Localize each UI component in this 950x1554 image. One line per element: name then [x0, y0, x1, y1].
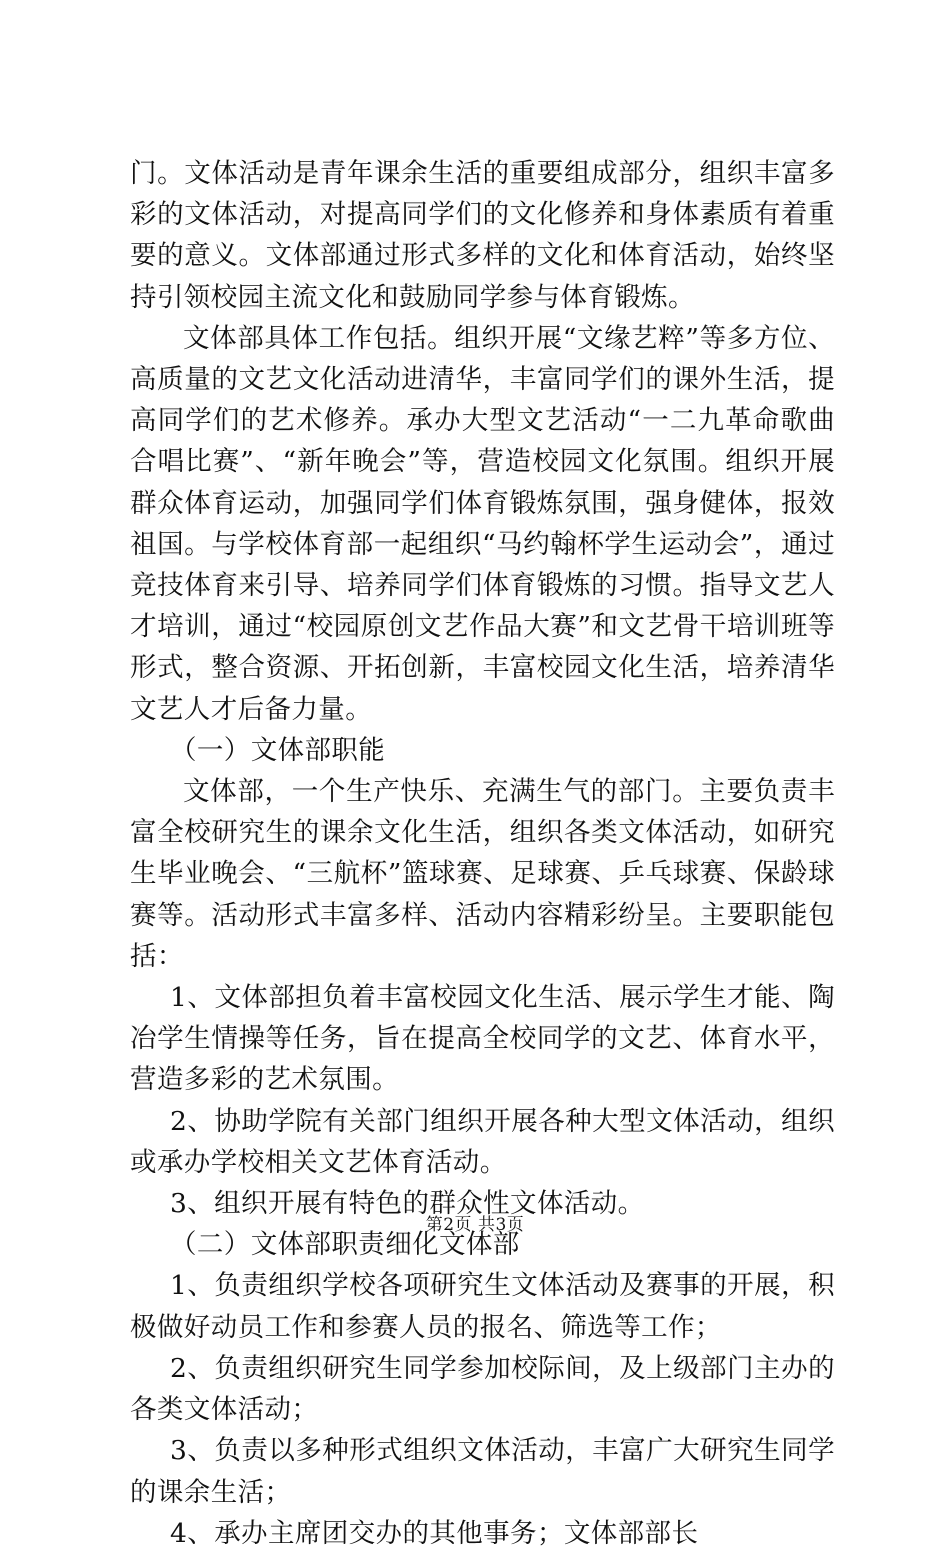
list-item-duty-1: 1、负责组织学校各项研究生文体活动及赛事的开展，积极做好动员工作和参赛人员的报名、筛选等工作； — [130, 1270, 835, 1343]
section-heading-functions: （一）文体部职能 — [170, 734, 386, 766]
list-item-function-1: 1、文体部担负着丰富校园文化生活、展示学生才能、陶冶学生情操等任务，旨在提高全校同学的文艺、体育水平，营造多彩的艺术氛围。 — [130, 982, 835, 1096]
paragraph-continuation: 门。文体活动是青年课余生活的重要组成部分，组织丰富多彩的文体活动，对提高同学们的文化修养和身体素质有着重要的意义。文体部通过形式多样的文化和体育活动，始终坚持引领校园主流文化和鼓励同学参与体育锻炼。 — [130, 158, 835, 313]
page-number-footer: 第2页 共3页 — [425, 1215, 525, 1235]
list-item-duty-2: 2、负责组织研究生同学参加校际间，及上级部门主办的各类文体活动； — [130, 1352, 835, 1426]
list-item-function-3: 3、组织开展有特色的群众性文体活动。 — [170, 1188, 645, 1220]
list-item-duty-4: 4、承办主席团交办的其他事务；文体部部长 — [170, 1517, 699, 1549]
section-heading-duties: （二）文体部职责细化文体部 — [170, 1229, 520, 1261]
paragraph-functions-intro: 文体部，一个生产快乐、充满生气的部门。主要负责丰富全校研究生的课余文化生活，组织各类文体活动，如研究生毕业晚会、“三航杯”篮球赛、足球赛、乒乓球赛、保龄球赛等。活动形式丰富多样、活动内容精彩纷呈。主要职能包括： — [130, 776, 835, 972]
list-item-function-2: 2、协助学院有关部门组织开展各种大型文体活动，组织或承办学校相关文艺体育活动。 — [130, 1105, 835, 1178]
paragraph-work-scope: 文体部具体工作包括。组织开展“文缘艺粹”等多方位、高质量的文艺文化活动进清华，丰富同学们的课外生活，提高同学们的艺术修养。承办大型文艺活动“一二九革命歌曲合唱比赛”、“新年晚会”等，营造校园文化氛围。组织开展群众体育运动，加强同学们体育锻炼氛围，强身健体，报效祖国。与学校体育部一起组织“马约翰杯学生运动会”，通过竞技体育来引导、培养同学们体育锻炼的习惯。指导文艺人才培训，通过“校园原创文艺作品大赛”和文艺骨干培训班等形式，整合资源、开拓创新，丰富校园文化生活，培养清华文艺人才后备力量。 — [130, 322, 835, 725]
list-item-duty-3: 3、负责以多种形式组织文体活动，丰富广大研究生同学的课余生活； — [130, 1435, 835, 1508]
